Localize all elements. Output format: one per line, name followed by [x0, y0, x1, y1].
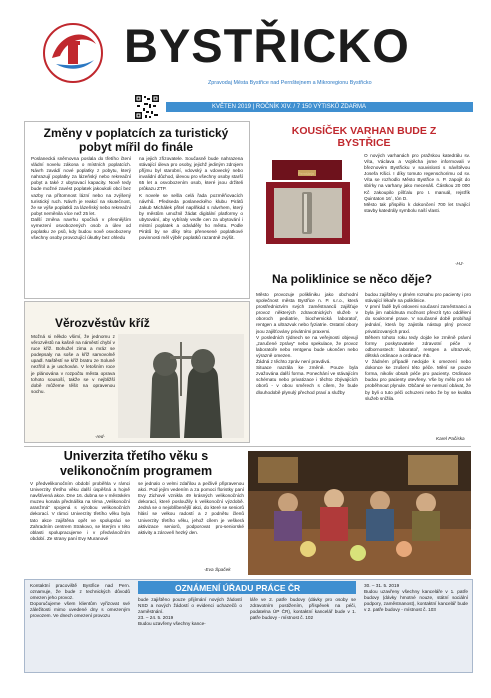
university-article-col2: se jednalo o velmi zdařilou a pečlivě připravenou akci. Pod jejím vedením a za pomoci floristky paní Evy Zichové vznikla 49 krásných velikonočních dekorací, které posloužily k velikonoční výzdobě. Jedná se o nejoblíbenější akci, do které se seniorů hlásí se velkou radostí a z podnětu členů Univerzity třetího věku, jehož cílem je veškerá aktivizace seniorů, podporovat pro-seniorské aktivity a zároveň hezký den.	[138, 481, 244, 535]
casket-article-author: -HJ-	[455, 261, 464, 266]
cross-article-title: Věrozvěstův kříž	[55, 316, 150, 330]
casket-article-title: KOUSÍČEK VARHAN BUDE Z BYSTŘICE	[291, 125, 437, 149]
tourist-article-title: Změny v poplatcích za turistický pobyt mířil do finále	[43, 126, 229, 154]
university-article-col1: V předvelikonočním období proběhla v rámci Univerzity třetího věku další úspěšná a hojně navštívená akce. Dne 16. dubna se v městském muzeu konala přednáška na téma „Velikonoční aranžmá“ spojená s výrobou velikonočních dekorací. V rámci Univerzity třetího věku byla tato akce zajištěna opět ve spolupráci se Zahradním centrem Strakovo, se kterým v této oblasti spolupracujeme i v předvánočním období. Ze strany paní Evy Muranové	[30, 481, 130, 541]
clinic-article-author: Karel Pačiska	[436, 436, 465, 441]
casket-photo	[254, 148, 358, 252]
qr-code[interactable]	[134, 94, 160, 120]
statue-photo	[118, 334, 244, 438]
clinic-article-col1: Město provozuje polikliniku jako obchodní společnost města Bystřice n. P. s.r.o., která prostřednictvím svých zaměstnanců zajišťuje provoz některých zdravotnických služeb v oboroch pediatrie, biochemická laboratoř, rentgen a ultrazvuk nebo fyziatrie. Ostatní obory jsou zajišťovány privátními praxemi. V posledních týdnech se na veřejnosti objevují „zaručené zprávy“ nebo spekulace, že provoz laboratoře nebo rentgenu bude ukončen nebo výrazně omezen. Žádná z těchto zpráv není pravdivá. Situace nazrála ke změně. Pouze byla zvažována další forma. Ponechání ve stávajícím schématu nebo privatizace i těchto zbývajících oborů - v obou směrech s cílem, že bude dlouhodobě plynulý přechod praxí a služby	[256, 292, 358, 395]
casket-article-text: O nových varhanách pro pražskou katedrálu sv. Víta, Václava a Vojtěcha jsme informovali v březnovém Bystřicku v souvislosti s návštěvou Josefa Kšici. I díky tomuto regenschorimu od sv. Víta se rozhodlo Město Bystřice n. P. zapojit do sbírky na varhany jako mecenáš. Částkou 20 000 Kč zakoupilo píšťalu pro I. manuál, rejstřík Quintaton 16´, tón D. Město tak přispělo k dokončení 700 let trvající stavby katedrály symbolu naší vlasti.	[364, 153, 470, 213]
footer-col2: bude zajištěno pouze přijímání nových žádostí NSD a nových žádostí o evidenci uchazečů o zaměstnání. 23. – 24. 5. 2019 Budou uzavřeny všechny kance-	[138, 597, 242, 627]
logo-emblem	[42, 22, 104, 84]
masthead-title: BYSTŘICKO	[124, 19, 410, 72]
footer-col1: Kontaktní pracoviště Bystřice nad Pern. oznamuje, že bude z technických důvodů omezen jeho provoz. Doporučujeme všem klientům vyřizovat své záležitosti mimo uvedené dny s omezeným provozem. Ve dnech omezení provozu	[30, 583, 130, 619]
clinic-article-title: Na poliklinice se něco děje?	[272, 272, 433, 286]
university-article-author: -Eva Špaček	[204, 567, 231, 572]
tourist-article-col1: Poslanecká sněmovna poslala do třetího čtení vládní novelu zákona o místních poplatcích. Návrh zavádí nové poplatky z pobytu, který nahrazují poplatky za lázeňský nebo rekreační pobyt a také z ubytovací kapacity. Nově tedy bude možné zavést poplatek jakoukoli obcí bez vazby na přítomnost lázní nebo na zvýšený turistický ruch. Návrh je reakcí na skutečnost, že se výše poplatků za lázeňský nebo rekreační pobyt neměnila více než 25 let. Další změna navrhu spočívá v přesnějším vymezení osvobozených osob a úlev od poplatku ze psů, kdy budou nově osvobozeny všechny osoby provozující úkutky bez ohledu	[31, 156, 131, 241]
casket-badge-text: Pernštejn	[298, 172, 315, 176]
seniors-photo	[248, 451, 471, 575]
issue-bar-text: KVĚTEN 2019 | ROČNÍK XIV. / 7 150 VÝTISKŮ ZDARMA	[212, 103, 367, 110]
university-article-title: Univerzita třetího věku s velikonočním programem	[59, 449, 213, 478]
cross-article-text: Možná si někdo všimí, že jednomu z věrozvěstů na kašně na náměstí chybí v ruce kříž. Bohužel zima a mráz se podepsaly na soše a kříž samovolně upadl. Naštěstí se kříž bratru ze Soluně nezřítil a je uschován. V letošním roce je plánována v rozpočtu města oprava tohoto sousoší, takže se v nejbližší době můžeme těšit na opravenou sochu.	[31, 334, 115, 394]
cross-article-author: -red-	[95, 434, 105, 439]
tourist-article-col2: na jejich zřizovatele. Současně bude nahrazena stávající úleva pro osoby, jejichž jediným zdrojem příjmu byl starobní, vdovský a vdovecký nebo invalidní důchod, úlevou pro všechny osoby starší 65 let a osvobozením osob, které jsou držiteli průkazu ZTP. K novele se sešla celá řada pozměňovacích návrhů. Předseda poslaneckého klubu Pirátů Jakub Michálek přitel naplňkád s návrhem, který by městům umožnil žádat digitální platformy o ubytování, aby vybíraly vedle cen za ubytování i místní poplatek a odváděly ho městu. Podle Pirátů by se díky této přenesené poplatkové povinnosti měl výběr poplatků razantně zvýšit.	[139, 156, 243, 241]
footer-banner-text: OZNÁMENÍ ÚŘADU PRÁCE ČR	[175, 583, 301, 593]
clinic-article-col2: budou zajištěny v plném rozsahu pro pacienty i pro stávající lékaře na poliklinice. V první řadě byli osloveni současní zaměstnanci a byla jim nabídnuta možnost převzít tyto oddělení do soukromé praxe. V současné době probíhají jednání, která by zajistila nástup plný provoz privatizovaných praxí. Během tohoto roku tedy dojde ke změně právní formy poskytovatele zdravotní péče v odbornostech: laboratoř, rentgen a ultrazvuk, dětská ordinace a ordinace rhb. V žádném případě nedojde k omezení nebo dokonce ke zrušení této péče. Mění se pouze forma, nikoliv obsah péče pro pacienty. Ordinace budou pro pacienty otevřeny. Vše by mělo pro ně proběhnout plynule. Občané se nemusí obávat, že by byli o tuto péči ochuzeni nebo že by se kvalita služeb snížila.	[365, 292, 471, 401]
footer-col3: láře ve 2. patře budovy (dávky pro osoby se zdravotním postižením, příspěvek na péči, podatelna ÚP ČR), kontaktní kancelář bude v 1. patře budovy - místnost č. 102	[250, 597, 356, 621]
masthead-subtitle: Zpravodaj Města Bystřice nad Pernštejnem a Mikroregionu Bystřicko	[208, 80, 372, 86]
footer-col4: 30. – 31. 5. 2019 Budou uzavřeny všechny kanceláře v 1. patře budovy (dávky hmotné nouze, státní sociální podpory, zaměstnanost), kontaktní kancelář bude v 2. patře budovy - místnost č. 103	[364, 583, 468, 613]
